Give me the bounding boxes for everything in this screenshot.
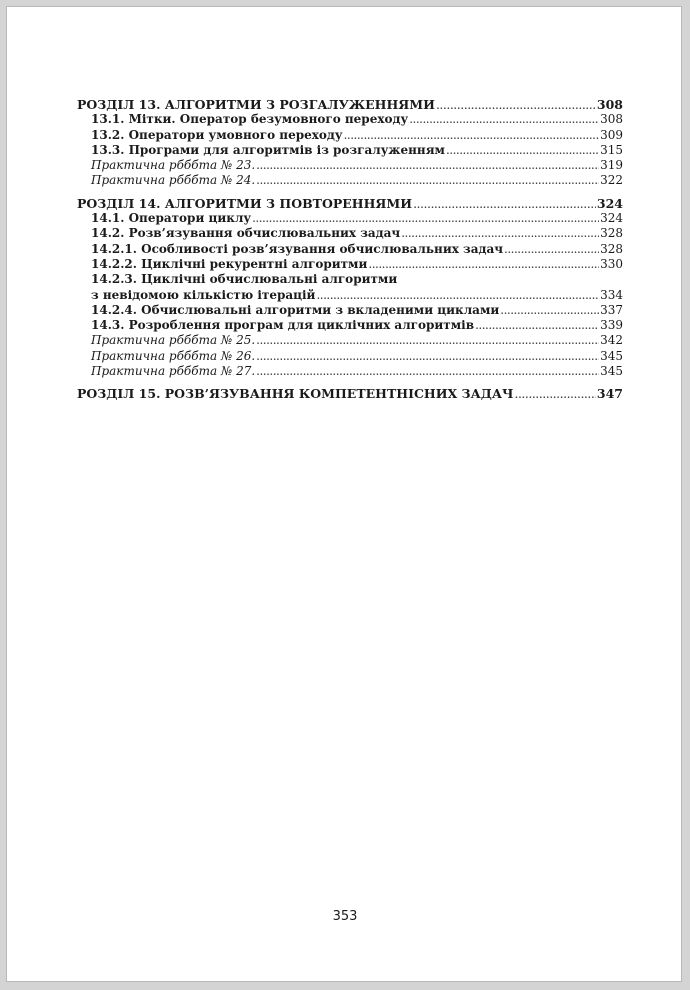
toc-leader (256, 173, 599, 188)
toc-leader (514, 386, 595, 401)
toc-entry-14-2-2 (77, 257, 623, 272)
toc-leader (252, 211, 599, 226)
toc-title: 14.2.4. Обчислювальні алгоритми з вкладеними циклами (91, 302, 500, 317)
toc-leader (446, 143, 599, 158)
toc-title: 13.2. Оператори умовного переходу (91, 127, 343, 142)
toc-page: 328 (600, 241, 623, 256)
toc-page: 324 (600, 211, 623, 226)
toc-practical-24 (77, 173, 623, 188)
toc-title: РОЗДІЛ 14. АЛГОРИТМИ З ПОВТОРЕННЯМИ (77, 195, 413, 211)
toc-page: 322 (600, 173, 623, 188)
toc-entry-14-2-4 (77, 303, 623, 318)
toc-title: 14.1. Оператори циклу (91, 211, 252, 226)
toc-entry-14-2-3-line1: 14.2.3. Циклічні обчислювальні алгоритми (91, 272, 398, 287)
toc-practical-27 (77, 364, 623, 379)
toc-section-13 (77, 97, 623, 112)
toc-leader (413, 196, 596, 211)
toc-page: 330 (600, 256, 623, 271)
toc-page: 337 (600, 302, 623, 317)
toc-practical-23 (77, 158, 623, 173)
toc-page: 308 (596, 97, 623, 112)
toc-leader (436, 97, 596, 112)
toc-leader (500, 303, 599, 318)
toc-page: 308 (600, 112, 623, 127)
toc-page: 328 (600, 226, 623, 241)
toc-entry-13-2 (77, 128, 623, 143)
toc-section-14 (77, 196, 623, 211)
toc-leader (256, 349, 599, 364)
toc-leader (316, 288, 599, 303)
toc-page: 347 (596, 386, 623, 402)
toc-entry-14-2-1 (77, 242, 623, 257)
toc-title: 13.3. Програми для алгоритмів із розгалуженням (91, 142, 445, 157)
toc-title: з невідомою кількістю ітерацій (91, 287, 316, 302)
toc-title: Практична рбббта № 26. (91, 348, 256, 363)
toc-leader (368, 257, 599, 272)
toc-leader (256, 158, 599, 173)
toc-page: 339 (600, 318, 623, 333)
toc-entry-13-1 (77, 112, 623, 127)
toc-entry-13-3 (77, 143, 623, 158)
table-of-contents (77, 97, 623, 402)
toc-section-15 (77, 386, 623, 401)
toc-page: 345 (600, 348, 623, 363)
toc-page: 309 (600, 127, 623, 142)
toc-title: Практична рбббта № 27. (91, 364, 256, 379)
toc-leader (409, 112, 599, 127)
page-number: 353 (332, 909, 358, 924)
toc-page: 315 (600, 142, 623, 157)
toc-practical-25 (77, 333, 623, 348)
toc-leader (256, 364, 599, 379)
toc-page: 345 (600, 364, 623, 379)
toc-entry-14-3 (77, 318, 623, 333)
toc-entry-14-2 (77, 226, 623, 241)
document-page (6, 6, 682, 982)
toc-title: 13.1. Мітки. Оператор безумовного переходу (91, 112, 409, 127)
toc-leader (344, 128, 600, 143)
toc-title: 14.2.1. Особливості розв’язування обчислювальних задач (91, 241, 504, 256)
toc-page: 324 (596, 195, 623, 211)
toc-page: 319 (600, 158, 623, 173)
toc-title: 14.3. Розроблення програм для циклічних алгоритмів (91, 318, 475, 333)
toc-leader (475, 318, 599, 333)
toc-title: Практична рбббта № 23. (91, 158, 256, 173)
toc-leader (256, 333, 599, 348)
toc-title: 14.2. Розв’язування обчислювальних задач (91, 226, 401, 241)
toc-page: 342 (600, 333, 623, 348)
toc-title: 14.2.2. Циклічні рекурентні алгоритми (91, 256, 368, 271)
toc-page: 334 (600, 287, 623, 302)
toc-title: РОЗДІЛ 15. РОЗВ’ЯЗУВАННЯ КОМПЕТЕНТНІСНИХ ЗАДАЧ (77, 386, 514, 402)
toc-title: РОЗДІЛ 13. АЛГОРИТМИ З РОЗГАЛУЖЕННЯМИ (77, 97, 435, 112)
toc-leader (504, 242, 599, 257)
toc-title: Практична рбббта № 24. (91, 173, 256, 188)
toc-practical-26 (77, 349, 623, 364)
toc-entry-14-2-3 (77, 288, 623, 303)
toc-title: Практична рбббта № 25. (91, 333, 256, 348)
toc-entry-14-1 (77, 211, 623, 226)
toc-leader (401, 226, 599, 241)
